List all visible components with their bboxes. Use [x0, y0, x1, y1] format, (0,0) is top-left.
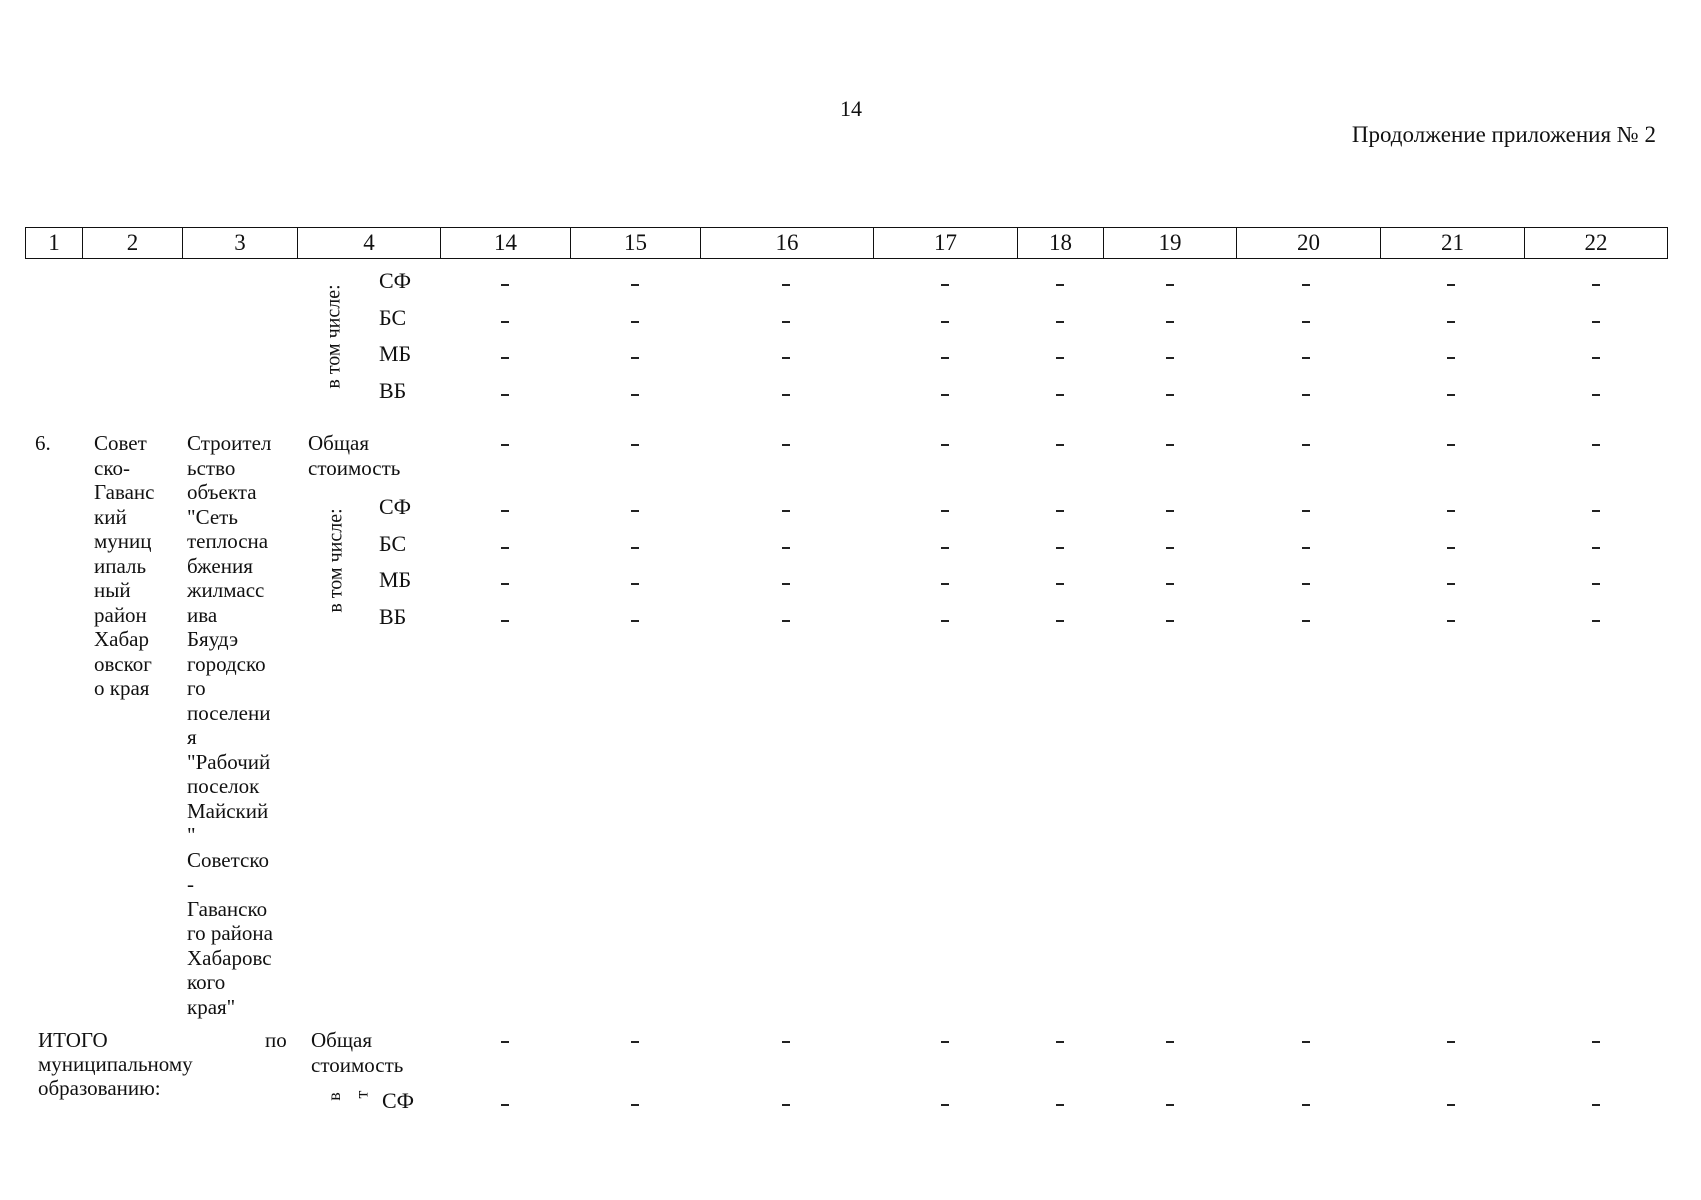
row6-БС-dash-col-15 — [631, 547, 639, 549]
row6-МБ-dash-col-22 — [1592, 583, 1600, 585]
row6-МБ-dash-col-16 — [782, 583, 790, 585]
header-col-3: 3 — [182, 227, 297, 259]
row6-СФ-dash-col-20 — [1302, 510, 1310, 512]
row6-object-name-line: бжения — [187, 553, 253, 578]
itogo-СФ-dash-col-18 — [1056, 1104, 1064, 1106]
row6-ВБ-dash-col-14 — [501, 620, 509, 622]
row6-object-name-line: " — [187, 823, 196, 847]
row6-source-СФ: СФ — [379, 494, 412, 519]
block1-ВБ-dash-col-16 — [782, 394, 790, 396]
row6-municipality-line: овског — [94, 651, 152, 676]
block1-source-СФ: СФ — [379, 268, 412, 293]
block1-МБ-dash-col-20 — [1302, 357, 1310, 359]
row6-source-ВБ: ВБ — [379, 603, 407, 629]
row6-municipality-line: Гаванс — [94, 480, 155, 504]
itogo-total-cost-label-line: Общая — [311, 1028, 373, 1052]
block1-МБ-dash-col-22 — [1592, 357, 1600, 359]
row6-СФ-dash-col-19 — [1166, 510, 1174, 512]
itogo-СФ-dash-col-16 — [782, 1104, 790, 1106]
row6-object-name-line: жилмасс — [187, 578, 265, 602]
row6-МБ-dash-col-21 — [1447, 583, 1455, 585]
row6-total-dash-col-21 — [1447, 444, 1455, 446]
row6-СФ-dash-col-14 — [501, 510, 509, 512]
itogo-including-partial-t: т — [351, 1090, 372, 1099]
row6-ВБ-dash-col-22 — [1592, 620, 1600, 622]
block1-БС-dash-col-21 — [1447, 321, 1455, 323]
row6-source-БС: БС — [379, 530, 407, 556]
header-col-2: 2 — [82, 227, 182, 259]
block1-БС-dash-col-20 — [1302, 321, 1310, 323]
block1-ВБ-dash-col-20 — [1302, 394, 1310, 396]
row6-object-name-line: Строител — [187, 431, 272, 455]
block1-СФ-dash-col-18 — [1056, 284, 1064, 286]
block1-source-МБ: МБ — [379, 341, 412, 366]
block1-МБ-dash-col-17 — [941, 357, 949, 359]
itogo-total-dash-col-18 — [1056, 1041, 1064, 1043]
row6-municipality-line: ипаль — [94, 553, 147, 578]
row6-municipality-line: кий — [94, 504, 127, 529]
row6-object-name-line: Хабаровс — [187, 945, 272, 970]
itogo-total-dash-col-19 — [1166, 1041, 1174, 1043]
row6-ВБ-dash-col-19 — [1166, 620, 1174, 622]
row6-ВБ-dash-col-17 — [941, 620, 949, 622]
row6-ВБ-dash-col-15 — [631, 620, 639, 622]
block1-БС-dash-col-18 — [1056, 321, 1064, 323]
row6-object-name-line: го — [187, 676, 206, 700]
row6-object-name-line: я — [187, 725, 197, 749]
block1-СФ-dash-col-16 — [782, 284, 790, 286]
block1-МБ-dash-col-21 — [1447, 357, 1455, 359]
block1-СФ-dash-col-21 — [1447, 284, 1455, 286]
row6-municipality-line: муниц — [94, 529, 152, 553]
block1-ВБ-dash-col-18 — [1056, 394, 1064, 396]
row6-ВБ-dash-col-21 — [1447, 620, 1455, 622]
block1-БС-dash-col-14 — [501, 321, 509, 323]
row6-БС-dash-col-21 — [1447, 547, 1455, 549]
itogo-СФ-dash-col-21 — [1447, 1104, 1455, 1106]
row6-object-name-line: кого — [187, 970, 226, 994]
block1-source-ВБ: ВБ — [379, 377, 407, 403]
itogo-total-dash-col-17 — [941, 1041, 949, 1043]
row6-БС-dash-col-22 — [1592, 547, 1600, 549]
row6-object-name-line: Гаванско — [187, 896, 268, 921]
row6-municipality-line: Совет — [94, 431, 147, 455]
itogo-label-po: по — [265, 1028, 287, 1052]
row6-object-name-line: ива — [187, 602, 218, 627]
row6-object-name-line: Советско — [187, 847, 270, 872]
block1-БС-dash-col-16 — [782, 321, 790, 323]
row6-number: 6. — [35, 431, 51, 455]
block1-ВБ-dash-col-21 — [1447, 394, 1455, 396]
row6-СФ-dash-col-22 — [1592, 510, 1600, 512]
row6-total-dash-col-16 — [782, 444, 790, 446]
block1-ВБ-dash-col-14 — [501, 394, 509, 396]
header-col-16: 16 — [700, 227, 873, 259]
itogo-total-cost-label-line: стоимость — [311, 1052, 404, 1077]
itogo-СФ-dash-col-17 — [941, 1104, 949, 1106]
row6-object-name-line: теплосна — [187, 529, 269, 553]
row6-total-dash-col-22 — [1592, 444, 1600, 446]
block1-source-БС: БС — [379, 304, 407, 330]
row6-total-dash-col-20 — [1302, 444, 1310, 446]
itogo-label-line3: образованию: — [38, 1076, 161, 1100]
row6-total-dash-col-18 — [1056, 444, 1064, 446]
header-col-14: 14 — [440, 227, 570, 259]
row6-ВБ-dash-col-20 — [1302, 620, 1310, 622]
itogo-total-dash-col-15 — [631, 1041, 639, 1043]
block1-СФ-dash-col-20 — [1302, 284, 1310, 286]
row6-object-name-line: "Сеть — [187, 504, 238, 529]
header-col-4: 4 — [297, 227, 440, 259]
row6-СФ-dash-col-16 — [782, 510, 790, 512]
block1-СФ-dash-col-22 — [1592, 284, 1600, 286]
page-number: 14 — [840, 96, 862, 121]
itogo-source-СФ: СФ — [382, 1088, 415, 1113]
block1-МБ-dash-col-19 — [1166, 357, 1174, 359]
row6-БС-dash-col-19 — [1166, 547, 1174, 549]
row6-object-name-line: Майский — [187, 798, 269, 823]
block1-МБ-dash-col-14 — [501, 357, 509, 359]
itogo-total-dash-col-22 — [1592, 1041, 1600, 1043]
row6-ВБ-dash-col-16 — [782, 620, 790, 622]
row6-СФ-dash-col-18 — [1056, 510, 1064, 512]
header-col-19: 19 — [1103, 227, 1236, 259]
row6-БС-dash-col-16 — [782, 547, 790, 549]
block1-БС-dash-col-22 — [1592, 321, 1600, 323]
header-col-18: 18 — [1017, 227, 1103, 259]
row6-total-cost-label-line: стоимость — [308, 455, 401, 480]
itogo-total-cost-label — [311, 1028, 403, 1077]
itogo-СФ-dash-col-19 — [1166, 1104, 1174, 1106]
block1-МБ-dash-col-15 — [631, 357, 639, 359]
block1-МБ-dash-col-16 — [782, 357, 790, 359]
appendix-continuation-title: Продолжение приложения № 2 — [1351, 122, 1656, 147]
row6-municipality-line: район — [94, 602, 147, 627]
itogo-label-line2: муниципальному — [38, 1052, 193, 1076]
row6-МБ-dash-col-17 — [941, 583, 949, 585]
row6-БС-dash-col-18 — [1056, 547, 1064, 549]
block1-БС-dash-col-17 — [941, 321, 949, 323]
row6-object-name-line: поселок — [187, 774, 260, 798]
row6-object-name — [187, 431, 273, 1019]
block1-СФ-dash-col-17 — [941, 284, 949, 286]
itogo-including-partial-v: в — [323, 1092, 344, 1101]
row6-municipality — [94, 431, 154, 701]
row6-БС-dash-col-17 — [941, 547, 949, 549]
block1-СФ-dash-col-19 — [1166, 284, 1174, 286]
block1-БС-dash-col-15 — [631, 321, 639, 323]
row6-СФ-dash-col-21 — [1447, 510, 1455, 512]
itogo-total-dash-col-21 — [1447, 1041, 1455, 1043]
row6-object-name-line: объекта — [187, 480, 257, 504]
itogo-total-dash-col-16 — [782, 1041, 790, 1043]
row6-СФ-dash-col-15 — [631, 510, 639, 512]
row6-СФ-dash-col-17 — [941, 510, 949, 512]
header-col-17: 17 — [873, 227, 1017, 259]
row6-total-dash-col-14 — [501, 444, 509, 446]
row6-total-cost-label — [308, 431, 400, 480]
block1-МБ-dash-col-18 — [1056, 357, 1064, 359]
row6-total-dash-col-15 — [631, 444, 639, 446]
row6-municipality-line: ско- — [94, 455, 130, 480]
block1-СФ-dash-col-15 — [631, 284, 639, 286]
row6-ВБ-dash-col-18 — [1056, 620, 1064, 622]
header-col-21: 21 — [1380, 227, 1524, 259]
row6-БС-dash-col-14 — [501, 547, 509, 549]
row6-МБ-dash-col-20 — [1302, 583, 1310, 585]
itogo-СФ-dash-col-20 — [1302, 1104, 1310, 1106]
header-col-15: 15 — [570, 227, 700, 259]
header-col-20: 20 — [1236, 227, 1380, 259]
row6-МБ-dash-col-15 — [631, 583, 639, 585]
row6-total-dash-col-19 — [1166, 444, 1174, 446]
row6-total-dash-col-17 — [941, 444, 949, 446]
header-col-22: 22 — [1524, 227, 1668, 259]
row6-object-name-line: городско — [187, 651, 266, 676]
itogo-СФ-dash-col-22 — [1592, 1104, 1600, 1106]
row6-total-cost-label-line: Общая — [308, 431, 370, 455]
block1-ВБ-dash-col-22 — [1592, 394, 1600, 396]
block1-ВБ-dash-col-15 — [631, 394, 639, 396]
row6-object-name-line: края" — [187, 994, 236, 1019]
itogo-label-word: ИТОГО — [38, 1028, 108, 1052]
itogo-total-dash-col-20 — [1302, 1041, 1310, 1043]
block1-ВБ-dash-col-17 — [941, 394, 949, 396]
row6-object-name-line: поселени — [187, 700, 271, 725]
block1-СФ-dash-col-14 — [501, 284, 509, 286]
row6-object-name-line: ьство — [187, 455, 236, 480]
block1-ВБ-dash-col-19 — [1166, 394, 1174, 396]
header-col-1: 1 — [25, 227, 82, 259]
itogo-СФ-dash-col-15 — [631, 1104, 639, 1106]
itogo-total-dash-col-14 — [501, 1041, 509, 1043]
block1-including-label: в том числе: — [322, 283, 345, 389]
row6-object-name-line: - — [187, 872, 194, 896]
block1-БС-dash-col-19 — [1166, 321, 1174, 323]
row6-БС-dash-col-20 — [1302, 547, 1310, 549]
row6-municipality-line: ный — [94, 578, 131, 602]
row6-object-name-line: "Рабочий — [187, 749, 271, 774]
row6-object-name-line: Бяудэ — [187, 627, 239, 651]
row6-object-name-line: го района — [187, 921, 273, 945]
row6-МБ-dash-col-19 — [1166, 583, 1174, 585]
row6-municipality-line: о края — [94, 676, 150, 700]
row6-source-МБ: МБ — [379, 567, 412, 592]
itogo-СФ-dash-col-14 — [501, 1104, 509, 1106]
row6-МБ-dash-col-14 — [501, 583, 509, 585]
row6-МБ-dash-col-18 — [1056, 583, 1064, 585]
row6-including-label: в том числе: — [324, 507, 347, 613]
row6-municipality-line: Хабар — [94, 627, 149, 651]
